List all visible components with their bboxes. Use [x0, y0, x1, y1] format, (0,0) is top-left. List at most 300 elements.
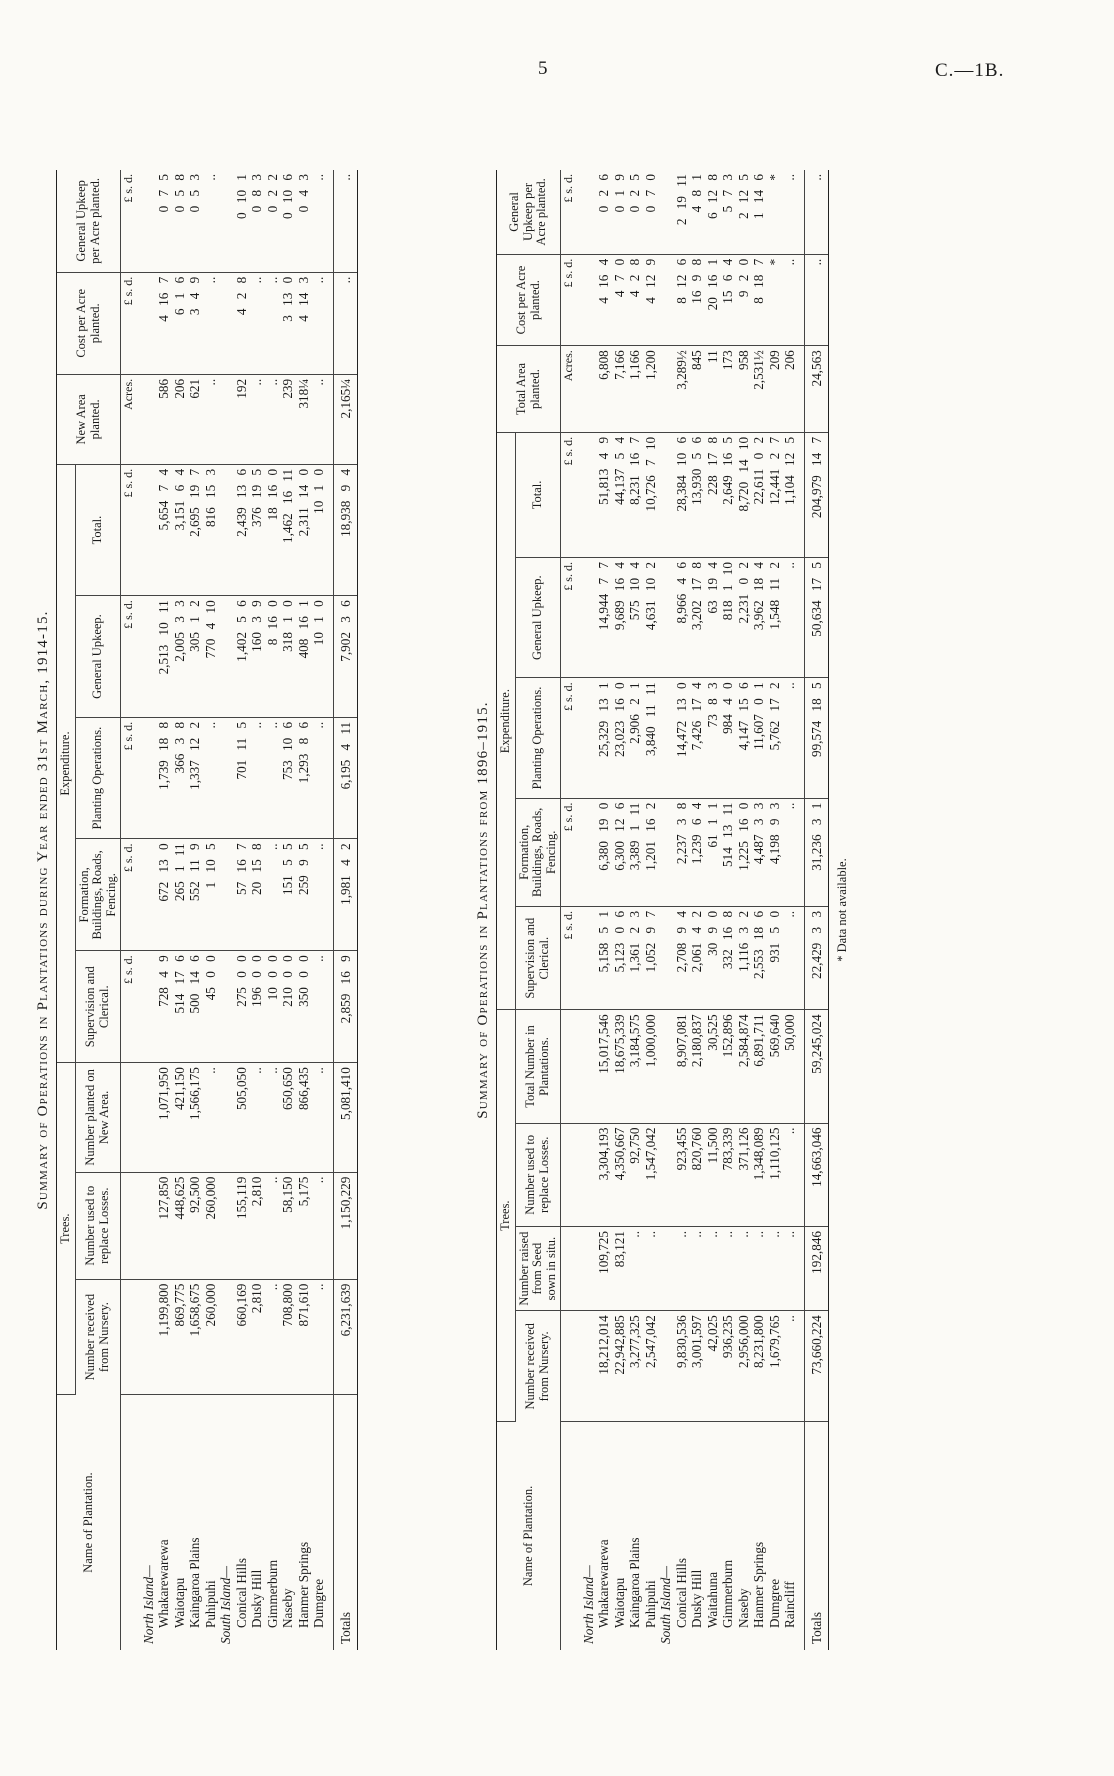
cell-received: 2,956,000: [736, 1311, 752, 1422]
cell-cost: ..: [265, 272, 281, 374]
page-number: 5: [538, 58, 548, 79]
col-received-header-2: Number received from Nursery.: [515, 1311, 561, 1422]
cell-name: Dumgree: [311, 1578, 326, 1628]
totals-name: Totals: [804, 1421, 829, 1650]
unit-blank: [121, 1172, 137, 1279]
section-blank: [658, 346, 674, 433]
cell-upkeep: 2,005 3 3: [172, 596, 188, 718]
cell-total: 44,137 5 4: [612, 432, 628, 557]
cell-total: 376 19 5: [249, 464, 265, 595]
cell-name: Dumgree: [766, 1578, 782, 1628]
col-upkeep-header-2: General Upkeep.: [515, 558, 561, 678]
cell-total: 8,231 16 7: [627, 432, 643, 557]
unit-blank: [561, 1123, 577, 1226]
table-row: [265, 170, 281, 1650]
cell-seed: 109,725: [596, 1227, 612, 1311]
cell-supervision: 210 0 0: [280, 951, 296, 1063]
cell-received: 2,810: [249, 1279, 265, 1395]
totals-area: 2,165¼: [333, 374, 358, 464]
table-row: [689, 170, 705, 1650]
cell-supervision: 275 0 0: [234, 951, 250, 1063]
section-label: North Island—: [580, 1565, 596, 1644]
cell-planted: 421,150: [172, 1063, 188, 1172]
cell-formation: 6,300 12 6: [612, 798, 628, 906]
cell-name: Hanmer Springs: [751, 1541, 766, 1628]
cell-upkeep_acre: 1 14 6: [751, 170, 767, 254]
money-unit-label: £ s. d.: [561, 254, 577, 345]
cell-total: 13,930 5 6: [689, 432, 705, 557]
cell-formation: 259 9 5: [296, 839, 312, 951]
cell-upkeep_acre: 0 1 9: [612, 170, 628, 254]
cell-cost: 3 4 9: [187, 272, 203, 374]
cell-formation: 514 13 11: [720, 798, 736, 906]
cell-total: 2,695 19 7: [187, 464, 203, 595]
table-row: [751, 170, 767, 1650]
cell-area: 209: [767, 346, 783, 433]
table-row: [280, 170, 296, 1650]
cell-name: Waiotapu: [611, 1577, 627, 1628]
cell-seed: ..: [643, 1227, 659, 1311]
cell-planting: 1,337 12 2: [187, 717, 203, 839]
totals-formation: 1,981 4 2: [333, 839, 358, 951]
units-row: [561, 170, 577, 1650]
section-blank: [218, 951, 234, 1063]
cell-replace: 820,760: [689, 1123, 705, 1226]
cell-replace: 783,339: [720, 1123, 736, 1226]
section-blank: [137, 1279, 157, 1395]
cell-received: 260,000: [203, 1279, 219, 1395]
cell-planted: ..: [311, 1063, 333, 1172]
section-blank: [137, 464, 157, 595]
cell-supervision: 1,116 3 2: [736, 906, 752, 1009]
cell-supervision: 196 0 0: [249, 951, 265, 1063]
cell-replace: ..: [265, 1172, 281, 1279]
cell-upkeep_acre: *: [767, 170, 783, 254]
cell-area: 621: [187, 374, 203, 464]
money-unit-label: £ s. d.: [121, 464, 137, 595]
cell-total: 2,311 14 0: [296, 464, 312, 595]
col-planting-header-2: Planting Operations.: [515, 678, 561, 798]
col-supervision-header: Supervision and Clerical.: [75, 951, 121, 1063]
cell-upkeep: 4,631 10 2: [643, 558, 659, 678]
cell-planting: 366 3 8: [172, 717, 188, 839]
money-unit-label: £ s. d.: [561, 432, 577, 557]
cell-upkeep_acre: 0 2 2: [265, 170, 281, 272]
cell-planting: 1,293 8 6: [296, 717, 312, 839]
cell-area: 845: [689, 346, 705, 433]
section-blank: [658, 254, 674, 345]
section-blank: [577, 432, 597, 557]
cell-area: 1,166: [627, 346, 643, 433]
group-trees-header: Trees.: [57, 1063, 76, 1395]
section-blank: [218, 717, 234, 839]
section-blank: [577, 906, 597, 1009]
cell-planting: 2,906 2 1: [627, 678, 643, 798]
section-label: South Island—: [218, 1565, 233, 1644]
cell-area: ..: [265, 374, 281, 464]
section-blank: [658, 432, 674, 557]
col-upkeep-header: General Upkeep.: [75, 596, 121, 718]
totals-total: 18,938 9 4: [333, 464, 358, 595]
unit-blank: [561, 1421, 577, 1650]
col-total-trees-header-2: Total Number in Plantations.: [515, 1010, 561, 1123]
cell-name: Conical Hills: [233, 1558, 249, 1628]
cell-area: 173: [720, 346, 736, 433]
table-row: [172, 170, 188, 1650]
cell-name: Puhipuhi: [202, 1580, 218, 1628]
unit-blank: [561, 1227, 577, 1311]
cell-planting: 7,426 17 4: [689, 678, 705, 798]
section-blank: [218, 170, 234, 272]
cell-cost: ..: [311, 272, 333, 374]
section-blank: [577, 254, 597, 345]
section-blank: [218, 464, 234, 595]
unit-blank: [121, 1395, 137, 1650]
money-unit-label: £ s. d.: [121, 596, 137, 718]
cell-upkeep_acre: 0 2 5: [627, 170, 643, 254]
cell-upkeep_acre: ..: [203, 170, 219, 272]
cell-cost: ..: [203, 272, 219, 374]
section-blank: [137, 1063, 157, 1172]
table-row: [296, 170, 312, 1650]
cell-cost: *: [767, 254, 783, 345]
table-row: [596, 170, 612, 1650]
section-blank: [658, 678, 674, 798]
section-blank: [137, 951, 157, 1063]
totals-received: 73,660,224: [804, 1311, 829, 1422]
table-row: [187, 170, 203, 1650]
totals-cost: ..: [333, 272, 358, 374]
col-name-header: Name of Plantation.: [57, 1395, 121, 1650]
table-row: [767, 170, 783, 1650]
cell-replace: 4,350,667: [612, 1123, 628, 1226]
cell-total_trees: 6,891,711: [751, 1010, 767, 1123]
cell-total: 22,611 0 2: [751, 432, 767, 557]
cell-area: 239: [280, 374, 296, 464]
cell-name: Puhipuhi: [642, 1580, 658, 1628]
cell-upkeep_acre: ..: [782, 170, 804, 254]
cell-received: 1,658,675: [187, 1279, 203, 1395]
col-supervision-header-2: Supervision and Clerical.: [515, 906, 561, 1009]
cell-name: Whakarewarewa: [596, 1539, 611, 1628]
cell-received: 42,025: [705, 1311, 721, 1422]
money-unit-label: £ s. d.: [121, 839, 137, 951]
cell-supervision: 5,123 0 6: [612, 906, 628, 1009]
totals-name: Totals: [333, 1395, 358, 1650]
section-blank: [577, 1010, 597, 1123]
cell-replace: 1,547,042: [643, 1123, 659, 1226]
cell-total: 12,441 2 7: [767, 432, 783, 557]
cell-formation: 552 11 9: [187, 839, 203, 951]
cell-planted: ..: [203, 1063, 219, 1172]
cell-formation: 265 1 11: [172, 839, 188, 951]
cell-received: ..: [311, 1279, 333, 1395]
cell-seed: ..: [674, 1227, 690, 1311]
table-1896-1915: [496, 170, 829, 1650]
cell-cost: 6 1 6: [172, 272, 188, 374]
cell-replace: 3,304,193: [596, 1123, 612, 1226]
money-unit-label: £ s. d.: [561, 798, 577, 906]
cell-cost: ..: [782, 254, 804, 345]
cell-area: 192: [234, 374, 250, 464]
cell-area: 206: [782, 346, 804, 433]
col-area-header-2: Total Area planted.: [497, 346, 561, 433]
col-cost-acre-header-2: Cost per Acre planted.: [497, 254, 561, 345]
totals-formation: 31,236 3 1: [804, 798, 829, 906]
cell-total: 5,654 7 4: [156, 464, 172, 595]
section-blank: [218, 272, 234, 374]
cell-total: 228 17 8: [705, 432, 721, 557]
cell-total: 1,462 16 11: [280, 464, 296, 595]
cell-planting: 5,762 17 2: [767, 678, 783, 798]
money-unit-label: £ s. d.: [121, 717, 137, 839]
totals-supervision: 22,429 3 3: [804, 906, 829, 1009]
cell-cost: 4 2 8: [627, 254, 643, 345]
cell-name: Naseby: [735, 1588, 751, 1628]
unit-blank: [561, 1010, 577, 1123]
totals-planted: 5,081,410: [333, 1063, 358, 1172]
cell-upkeep_acre: 0 2 6: [596, 170, 612, 254]
cell-upkeep: 3,202 17 8: [689, 558, 705, 678]
cell-supervision: 2,553 18 6: [751, 906, 767, 1009]
cell-upkeep: 408 16 1: [296, 596, 312, 718]
cell-received: 871,610: [296, 1279, 312, 1395]
cell-cost: 9 2 0: [736, 254, 752, 345]
col-formation-header-2: Formation, Buildings, Roads, Fencing.: [515, 798, 561, 906]
footnote: * Data not available.: [835, 858, 849, 962]
cell-upkeep: 63 19 4: [705, 558, 721, 678]
table-row: [643, 170, 659, 1650]
cell-upkeep: 8 16 0: [265, 596, 281, 718]
totals-row: [333, 170, 358, 1650]
cell-received: 1,679,765: [767, 1311, 783, 1422]
cell-name: Waitahuna: [704, 1571, 720, 1628]
cell-total_trees: 569,640: [767, 1010, 783, 1123]
cell-replace: 127,850: [156, 1172, 172, 1279]
unit-blank: [121, 1063, 137, 1172]
cell-name: Hanmer Springs: [295, 1541, 311, 1628]
section-blank: [218, 374, 234, 464]
table-row: [720, 170, 736, 1650]
section-blank: [658, 1311, 674, 1422]
cell-total: 2,649 16 5: [720, 432, 736, 557]
cell-supervision: ..: [311, 951, 333, 1063]
section-blank: [218, 1279, 234, 1395]
cell-area: 11: [705, 346, 721, 433]
cell-area: 3,289½: [674, 346, 690, 433]
section-blank: [577, 346, 597, 433]
cell-received: 3,001,597: [689, 1311, 705, 1422]
cell-replace: ..: [311, 1172, 333, 1279]
col-name-header-2: Name of Plantation.: [497, 1421, 561, 1650]
totals-area: 24,563: [804, 346, 829, 433]
acres-unit-label: Acres.: [121, 374, 137, 464]
section-blank: [658, 1010, 674, 1123]
section-blank: [218, 596, 234, 718]
cell-planting: 73 8 3: [705, 678, 721, 798]
cell-total_trees: 30,525: [705, 1010, 721, 1123]
cell-replace: 58,150: [280, 1172, 296, 1279]
cell-upkeep_acre: 2 12 5: [736, 170, 752, 254]
table-row: [612, 170, 628, 1650]
cell-upkeep_acre: 0 4 3: [296, 170, 312, 272]
cell-received: 22,942,885: [612, 1311, 628, 1422]
cell-upkeep_acre: 0 10 6: [280, 170, 296, 272]
cell-cost: ..: [249, 272, 265, 374]
section-blank: [137, 717, 157, 839]
totals-cost: ..: [804, 254, 829, 345]
col-total-header: Total.: [75, 464, 121, 595]
cell-planting: ..: [249, 717, 265, 839]
money-unit-label: £ s. d.: [561, 170, 577, 254]
cell-formation: ..: [782, 798, 804, 906]
totals-received: 6,231,639: [333, 1279, 358, 1395]
cell-formation: ..: [311, 839, 333, 951]
cell-replace: 2,810: [249, 1172, 265, 1279]
cell-supervision: 2,708 9 4: [674, 906, 690, 1009]
cell-planting: 23,023 16 0: [612, 678, 628, 798]
section-blank: [577, 798, 597, 906]
cell-formation: 4,198 9 3: [767, 798, 783, 906]
cell-upkeep: 1,402 5 6: [234, 596, 250, 718]
cell-upkeep: 575 10 4: [627, 558, 643, 678]
cell-replace: 923,455: [674, 1123, 690, 1226]
group-trees-header-2: Trees.: [497, 1010, 516, 1421]
cell-planting: 11,607 0 1: [751, 678, 767, 798]
cell-formation: 3,389 1 11: [627, 798, 643, 906]
cell-area: 1,200: [643, 346, 659, 433]
col-formation-header: Formation, Buildings, Roads, Fencing.: [75, 839, 121, 951]
cell-upkeep: 770 4 10: [203, 596, 219, 718]
col-replace-header-2: Number used to replace Losses.: [515, 1123, 561, 1226]
cell-upkeep_acre: 5 7 3: [720, 170, 736, 254]
cell-planting: ..: [265, 717, 281, 839]
cell-upkeep: 3,962 18 4: [751, 558, 767, 678]
cell-received: 18,212,014: [596, 1311, 612, 1422]
cell-total_trees: 3,184,575: [627, 1010, 643, 1123]
totals-upkeep: 7,902 3 6: [333, 596, 358, 718]
cell-cost: 8 18 7: [751, 254, 767, 345]
col-planting-header: Planting Operations.: [75, 717, 121, 839]
cell-received: 8,231,800: [751, 1311, 767, 1422]
cell-formation: 2,237 3 8: [674, 798, 690, 906]
cell-upkeep: 8,966 4 6: [674, 558, 690, 678]
cell-upkeep_acre: 0 5 3: [187, 170, 203, 272]
cell-upkeep_acre: 4 8 1: [689, 170, 705, 254]
section-blank: [577, 678, 597, 798]
cell-cost: 15 6 4: [720, 254, 736, 345]
cell-received: 708,800: [280, 1279, 296, 1395]
cell-total: 3,151 6 4: [172, 464, 188, 595]
cell-area: ..: [249, 374, 265, 464]
cell-replace: 92,750: [627, 1123, 643, 1226]
section-blank: [218, 1063, 234, 1172]
cell-planting: 25,329 13 1: [596, 678, 612, 798]
cell-replace: 1,110,125: [767, 1123, 783, 1226]
cell-upkeep_acre: 0 7 5: [156, 170, 172, 272]
section-blank: [137, 839, 157, 951]
cell-cost: 4 16 7: [156, 272, 172, 374]
cell-planting: 14,472 13 0: [674, 678, 690, 798]
cell-name: Dusky Hill: [689, 1569, 704, 1628]
section-blank: [137, 374, 157, 464]
cell-upkeep_acre: 0 5 8: [172, 170, 188, 272]
cell-planting: 753 10 6: [280, 717, 296, 839]
totals-seed: 192,846: [804, 1227, 829, 1311]
section-row: [577, 170, 597, 1650]
cell-formation: 1,225 16 0: [736, 798, 752, 906]
cell-planting: ..: [782, 678, 804, 798]
cell-name: Gimmerburn: [264, 1559, 280, 1628]
cell-seed: ..: [627, 1227, 643, 1311]
unit-blank: [121, 1279, 137, 1395]
cell-name: Conical Hills: [673, 1558, 689, 1628]
cell-planting: ..: [203, 717, 219, 839]
cell-planted: 505,050: [234, 1063, 250, 1172]
table-row: [203, 170, 219, 1650]
acres-unit-label: Acres.: [561, 346, 577, 433]
cell-total_trees: 8,907,081: [674, 1010, 690, 1123]
table-row: [705, 170, 721, 1650]
cell-seed: ..: [751, 1227, 767, 1311]
cell-cost: 8 12 6: [674, 254, 690, 345]
totals-total: 204,979 14 7: [804, 432, 829, 557]
cell-cost: 4 7 0: [612, 254, 628, 345]
cell-seed: ..: [705, 1227, 721, 1311]
cell-replace: 11,500: [705, 1123, 721, 1226]
section-blank: [137, 596, 157, 718]
section-blank: [218, 1172, 234, 1279]
cell-formation: 61 1 1: [705, 798, 721, 906]
cell-formation: 1 10 5: [203, 839, 219, 951]
section-blank: [658, 558, 674, 678]
cell-total: 816 15 3: [203, 464, 219, 595]
cell-formation: 1,239 6 4: [689, 798, 705, 906]
section-blank: [577, 558, 597, 678]
money-unit-label: £ s. d.: [561, 558, 577, 678]
cell-upkeep: 318 1 0: [280, 596, 296, 718]
cell-planted: 1,566,175: [187, 1063, 203, 1172]
col-received-header: Number received from Nursery.: [75, 1279, 121, 1395]
money-unit-label: £ s. d.: [561, 678, 577, 798]
col-cost-acre-header: Cost per Acre planted.: [57, 272, 121, 374]
section-label: North Island—: [140, 1565, 156, 1644]
group-expenditure-header-2: Expenditure.: [497, 432, 516, 1010]
cell-planted: 1,071,950: [156, 1063, 172, 1172]
cell-cost: 3 13 0: [280, 272, 296, 374]
cell-name: Kaingaroa Plains: [627, 1537, 642, 1628]
totals-upkeep_acre: ..: [333, 170, 358, 272]
section-blank: [658, 1123, 674, 1226]
cell-supervision: 45 0 0: [203, 951, 219, 1063]
cell-received: 869,775: [172, 1279, 188, 1395]
cell-formation: 57 16 7: [234, 839, 250, 951]
cell-planted: 650,650: [280, 1063, 296, 1172]
cell-planting: 3,840 11 11: [643, 678, 659, 798]
document-reference: C.—1B.: [935, 60, 1005, 81]
cell-cost: 16 9 8: [689, 254, 705, 345]
cell-cost: 20 16 1: [705, 254, 721, 345]
totals-planting: 99,574 18 5: [804, 678, 829, 798]
cell-seed: ..: [736, 1227, 752, 1311]
cell-total: 1,104 12 5: [782, 432, 804, 557]
cell-upkeep: 10 1 0: [311, 596, 333, 718]
cell-upkeep_acre: ..: [311, 170, 333, 272]
cell-received: 1,199,800: [156, 1279, 172, 1395]
cell-total_trees: 152,896: [720, 1010, 736, 1123]
col-upkeep-acre-header-2: General Upkeep per Acre planted.: [497, 170, 561, 254]
cell-area: 2,531½: [751, 346, 767, 433]
